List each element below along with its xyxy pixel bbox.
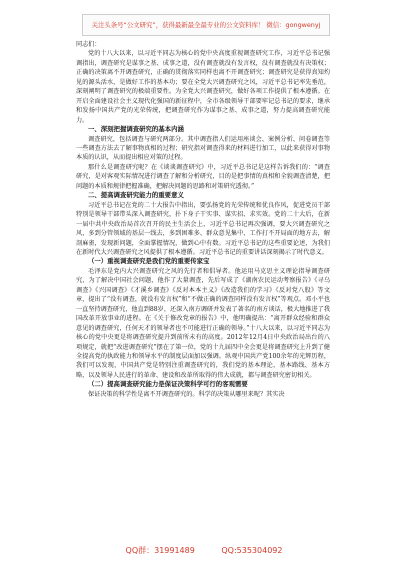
paragraph-significance: 习近平总书记在党的二十大报告中指出，要弘扬党的光荣传统和优良作风，促进党员干部特别是领导干部带头深入调查研究，扑下身子干实事、谋实招、求实效。党的二十大后，在新一届中共中央政治局首次召开的民主生活会上，习近平总书记再次强调，要大兴调查研究之风，多到分管领域的基层一线去，多到困难多、群众意见集中、工作打不开局面的地方去，解剖麻雀，发现新问题，全面掌握情况，做到心中有数。习近平总书记的这些重要论述，为我们在新时代大兴调查研究之风提供了根本遵循。习近平总书记的重要讲话深刻揭示了时代意义。 xyxy=(76,201,330,256)
paragraph-definition: 调查研究，包括调查与研究两部分。其中调查指人们运用座谈会、案例分析、问卷调查等一些调查方法去了解事物真相的过程；研究指对调查得来的材料进行加工，以此来获得对事物本质的认识，从而提出相应对策的过程。 xyxy=(76,135,330,162)
subsection-heading-2: （二）提高调查研究能力是保证决策科学可行的客观需要 xyxy=(88,380,248,389)
greeting: 同志们： xyxy=(76,41,101,48)
promo-banner: 关注头条号“公文研究”，获得最新最全最专业的公文资料库！ 微信：gongwenyj xyxy=(82,14,330,36)
subsection-heading-1: （一）重视调查研究是我们党的重要传家宝 xyxy=(88,257,210,266)
qq-text: QQ:535304092 xyxy=(221,546,283,555)
contact-footer xyxy=(0,545,408,556)
qq-group-text: QQ群：31991489 xyxy=(125,546,195,555)
paragraph-quote: 那什么是调查研究呢？在《谈谈调查研究》中，习近平总书记是这样告诉我们的：“调查研究，是对客观实际情况进行调查了解和分析研究，目的是把事情的真相和全貌调查清楚，把问题的本质和规律把握准确，把解决问题的思路和对策研究透彻。” xyxy=(76,163,330,190)
document-body xyxy=(76,40,330,399)
paragraph-history: 毛泽东是党内大兴调查研究之风的先行者和倡导者。他运用马克思主义理论指导调查研究，为了解决中国社会问题，他作了大量调查，先后写成了《湖南农民运动考察报告》《寻乌调查》《兴国调查》《才溪乡调查》《反对本本主义》《改造我们的学习》《反对党八股》等文章，提出了“没有调查，就没有发言权”和“不做正确的调查同样没有发言权”等观点。邓小平也一直坚持调查研究，他直到88岁，还深入南方调研并发表了著名的南方谈话，极大地推进了我国改革开放事业的进程。在《关于修改党章的报告》中，他明确提出：“离开群众经验和群众意见的调查研究，任何天才的领导者也不可能进行正确的领导。”十八大以来，以习近平同志为核心的党中央更是将调查研究提升到前所未有的高度。2012年12月4日中央政治局出台的八项规定，就把“改进调查研究”摆在了第一位，党的十九届四中全会更是将调查研究上升到了健全提高党的执政能力和领导水平的制度层面加以强调。纵观中国共产党100余年的光辉历程，我们可以发现，中国共产党是特别注重调查研究的，我们党的基本理论、基本路线、基本方略，以及领导人民进行的革命、建设和改革所取得的伟大成就，都与调查研究密切相关。 xyxy=(76,267,330,379)
paragraph-decision: 保证决策的科学性是离不开调查研究的。科学的决策从哪里来呢？其实决 xyxy=(88,390,285,398)
section-heading-2: 二、提高调查研究能力的重要意义 xyxy=(88,191,184,200)
section-heading-1: 一、深刻把握调查研究的基本内涵 xyxy=(88,125,184,134)
paragraph-intro: 党的十八大以来，以习近平同志为核心的党中央高度重视调查研究工作，习近平总书记强调指出，调查研究是谋事之基、成事之道，没有调查就没有发言权，没有调查就没有决策权；正确的决策离不开调查研究，正确的贯彻落实同样也离不开调查研究；调查研究是获得真知灼见的源头活水，是做好工作的基本功；要在全党大兴调查研究之风，习近平总书记率先垂范，深刻阐明了调查研究的极端重要性。为全党大兴调查研究，做好各项工作提供了根本遵循。在开启全面建设社会主义现代化强国的新征程中，全市各级领导干部要牢记总书记的要求，继承和发扬中国共产党的光荣传统，把调查研究作为谋事之基、成事之道，努力提高调查研究能力。 xyxy=(76,50,330,124)
